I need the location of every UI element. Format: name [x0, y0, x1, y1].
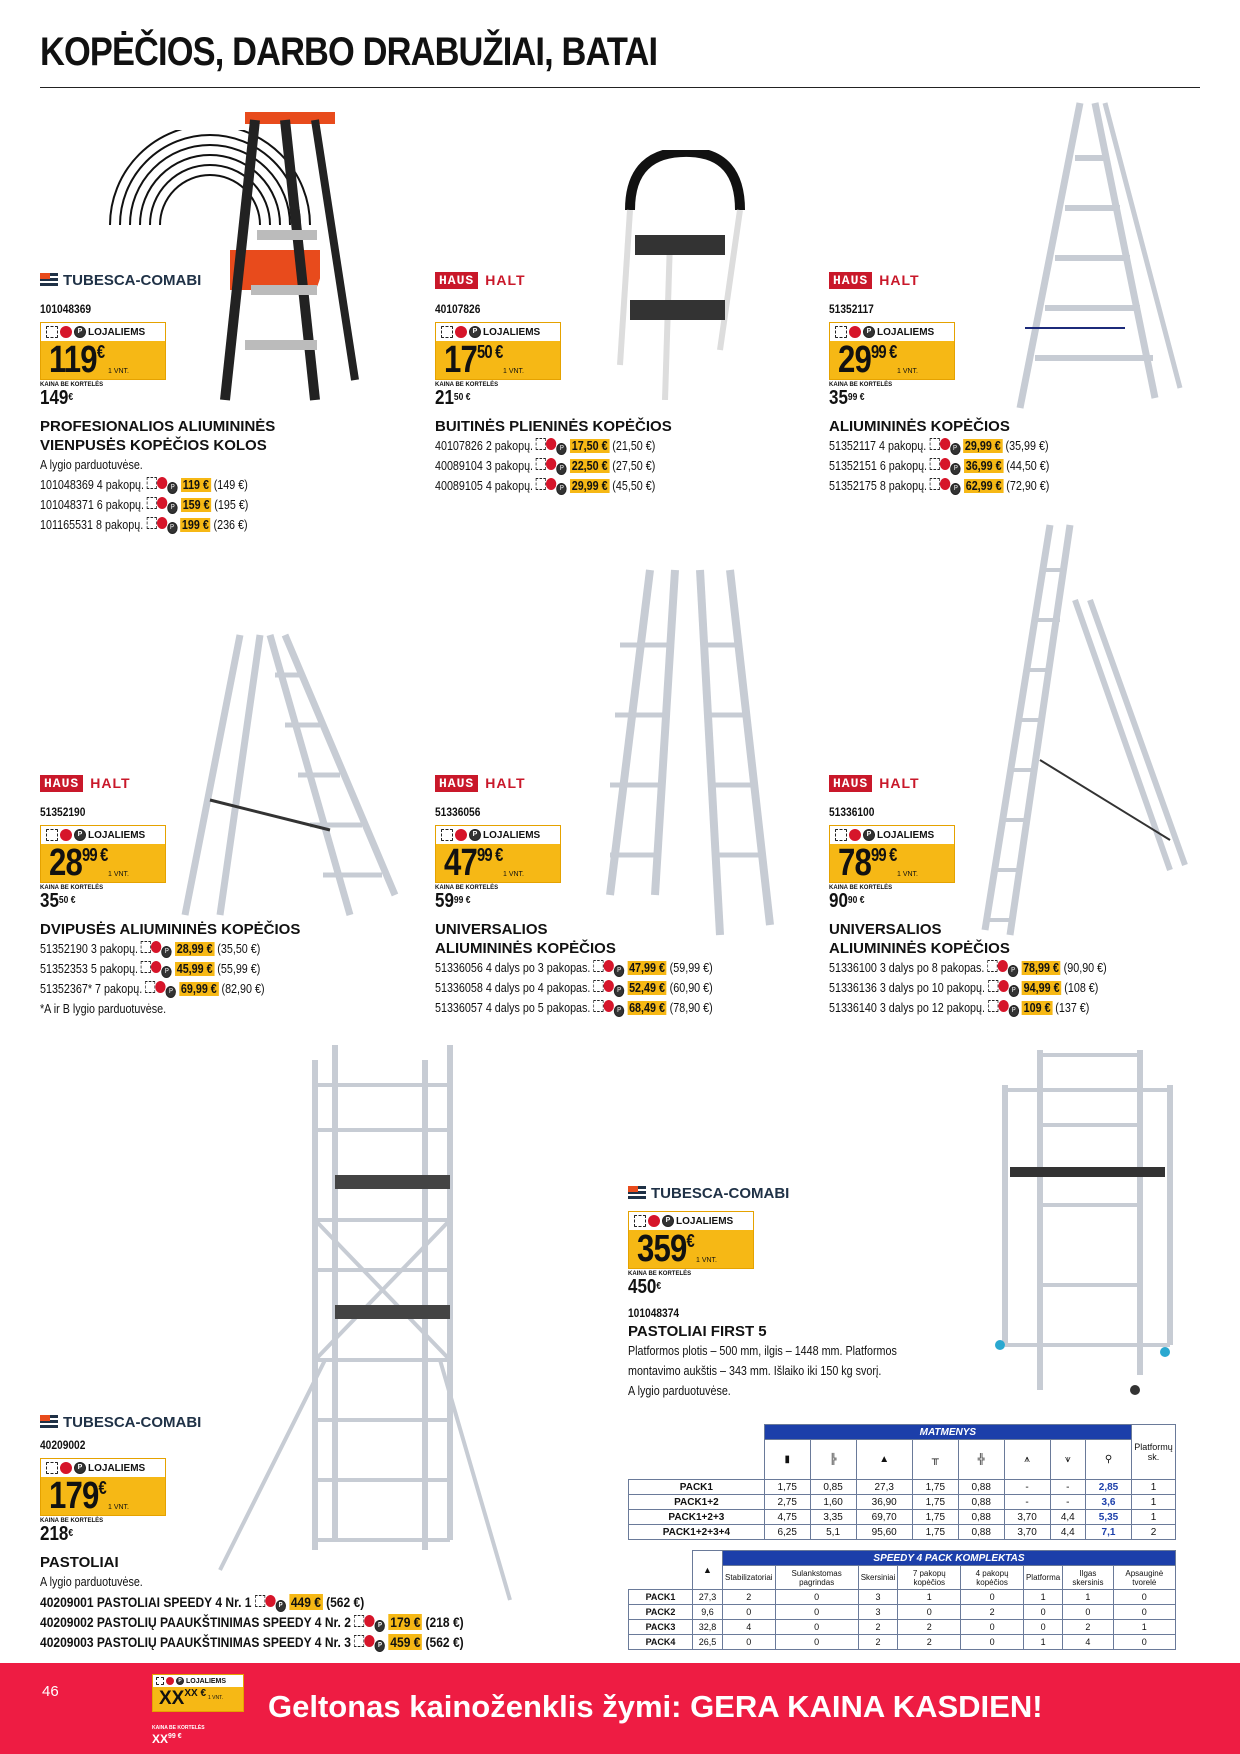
card-icon: [156, 1677, 164, 1685]
product-three-part-ladder: HAUS HALT 51336100 P LOJALIEMS $78^{99 €}$ 1 VNT. KAINA BE KORTELĖS $90^{90 €}$ UNIVERSALIOS ALIUMININĖS KOPĖČIOS 51336100 3 dalys po 8 pakopas. P 78,99 € (90,90 €) 51336136 3 dalys po 10 pakopų. P 94,99 € (108 €) 51336140 3 dalys po 12 pakopų. P 109 € (137 €): [829, 773, 1189, 1018]
price-tag: P LOJALIEMS $28^{99 €}$ 1 VNT.: [40, 825, 166, 883]
variant-list: [40, 1592, 600, 1652]
product-name: PASTOLIAI: [40, 1554, 119, 1571]
brand-logo: [829, 773, 1189, 793]
variant-row: 51352117 4 pakopų. P 29,99 € (35,99 €): [829, 439, 1049, 453]
variant-row: 51336100 3 dalys po 8 pakopas. P 78,99 € (90,90 €): [829, 961, 1107, 975]
unit-label: 1 VNT.: [107, 368, 129, 375]
loyalty-icon: P: [74, 829, 86, 841]
product-code: 51336100: [829, 805, 875, 819]
card-icon: [835, 326, 847, 338]
product-code: 51352190: [40, 805, 86, 819]
card-icon: [46, 1462, 58, 1474]
depth-icon: ╬: [958, 1440, 1004, 1480]
no-sign-icon: [455, 326, 467, 338]
price-main: $47^{99 €}$: [444, 842, 503, 884]
halt-logo: HALT: [879, 272, 920, 288]
price-main: 179€: [49, 1475, 106, 1517]
product-steel-ladder: HAUS HALT 40107826 P LOJALIEMS $17^{50 €}$ 1 VNT. KAINA BE KORTELĖS $21^{50 €}$ BUITINĖS PLIENINĖS KOPĖČIOS 40107826 2 pakopų. P 17,50 € (21,50 €) 40089104 3 pakopų. P 22,50 € (27,50 €) 40089105 4 pakopų. P 29,99 € (45,50 €): [435, 270, 795, 496]
product-multi-ladder: HAUS HALT 51336056 P LOJALIEMS $47^{99 €}$ 1 VNT. KAINA BE KORTELĖS $59^{99 €}$ UNIVERSALIOS ALIUMININĖS KOPĖČIOS 51336056 4 dalys po 3 pakopas. P 47,99 € (59,99 €) 51336058 4 dalys po 4 pakopas. P 52,49 € (60,90 €) 51336057 4 dalys po 5 pakopas. P 68,49 € (78,90 €): [435, 773, 795, 1018]
haus-logo: HAUS: [829, 775, 872, 792]
product-kolos: [40, 270, 400, 535]
product-name: DVIPUSĖS ALIUMININĖS KOPĖČIOS: [40, 921, 301, 938]
brand-name: TUBESCA-COMABI: [63, 271, 202, 289]
price-main: $17^{50 €}$: [444, 339, 503, 381]
product-note: A lygio parduotuvėse.: [40, 458, 143, 472]
footnote: *A ir B lygio parduotuvėse.: [40, 1002, 167, 1016]
product-double-ladder: HAUS HALT 51352190 P LOJALIEMS $28^{99 €}$ 1 VNT. KAINA BE KORTELĖS $35^{50 €}$ DVIPUSĖS ALIUMININĖS KOPĖČIOS 51352190 3 pakopų. P 28,99 € (35,50 €) 51352353 5 pakopų. P 45,99 € (55,99 €) 51352367* 7 pakopų. P 69,99 € (82,90 €) *A ir B lygio parduotuvėse.: [40, 773, 400, 1019]
price-tag: P LOJALIEMS $47^{99 €}$ 1 VNT.: [435, 825, 561, 883]
brand-logo: TUBESCA-COMABI: [40, 1412, 600, 1432]
variant-row: 101165531 8 pakopų. P 199 € (236 €): [40, 518, 248, 532]
title-divider: [40, 87, 1200, 88]
table-header: SPEEDY 4 PACK KOMPLEKTAS: [723, 1551, 1176, 1566]
variant-row: 51352151 6 pakopų. P 36,99 € (44,50 €): [829, 459, 1050, 473]
brand-logo: [40, 773, 400, 793]
price-old: 149€: [40, 387, 74, 409]
variant-row: 51352190 3 pakopų. P 28,99 € (35,50 €): [40, 942, 261, 956]
page-number: 46: [42, 1683, 59, 1700]
no-sign-icon: [849, 326, 861, 338]
price-old: $35^{50 €}$: [40, 890, 76, 912]
table-header: MATMENYS: [764, 1425, 1131, 1440]
tubesca-icon: [40, 273, 58, 287]
price-tag: P LOJALIEMS 359€ 1 VNT.: [628, 1211, 754, 1269]
table-row: PACK1 1,75 0,85 27,3 1,75 0,88 - - 2,85 1: [629, 1480, 1176, 1495]
product-aluminium-ladder: HAUS HALT 51352117 P LOJALIEMS $29^{99 €}$ 1 VNT. KAINA BE KORTELĖS $35^{99 €}$ ALIUMININĖS KOPĖČIOS 51352117 4 pakopų. P 29,99 € (35,99 €) 51352151 6 pakopų. P 36,99 € (44,50 €) 51352175 8 pakopų. P 62,99 € (72,90 €): [829, 270, 1189, 496]
variant-row: 40107826 2 pakopų. P 17,50 € (21,50 €): [435, 439, 656, 453]
width-icon: ╥: [912, 1440, 958, 1480]
variant-list: [829, 958, 1189, 1018]
tubesca-icon: [628, 1186, 646, 1200]
product-code: 101048374: [628, 1306, 680, 1320]
table-row: PACK3 32,8 4 0 2 2 0 0 2 1: [629, 1620, 1176, 1635]
product-code: 51352117: [829, 302, 874, 316]
halt-logo: HALT: [485, 775, 526, 791]
price-main: 119€: [49, 339, 105, 381]
product-first5: TUBESCA-COMABI P LOJALIEMS 359€ 1 VNT. KAINA BE KORTELĖS 450€ 101048374 PASTOLIAI FIRST 5 Platformos plotis – 500 mm, ilgis – 1448 mm. Platformos montavimo aukštis – 343 mm. Išlaiko iki 150 kg svorį. A lygio parduotuvėse.: [628, 1183, 1028, 1401]
halt-logo: HALT: [879, 775, 920, 791]
variant-row: 51336140 3 dalys po 12 pakopų. P 109 € (137 €): [829, 1001, 1090, 1015]
variant-row: 40089104 3 pakopų. P 22,50 € (27,50 €): [435, 459, 656, 473]
card-icon: [46, 829, 58, 841]
price-tag: P LOJALIEMS $17^{50 €}$ 1 VNT.: [435, 322, 561, 380]
brand-logo: TUBESCA-COMABI: [628, 1183, 1028, 1203]
price-old: $90^{90 €}$: [829, 890, 865, 912]
variant-row: 40209001 PASTOLIAI SPEEDY 4 Nr. 1 P 449 € (562 €): [40, 1594, 365, 1610]
variant-list: [40, 939, 400, 999]
product-code: 40209002: [40, 1438, 86, 1452]
card-icon: [46, 326, 58, 338]
brand-logo: [435, 773, 795, 793]
loyalty-icon: P: [469, 326, 481, 338]
variant-row: 51336136 3 dalys po 10 pakopų. P 94,99 € (108 €): [829, 981, 1099, 995]
pack-kit-table: ▲ SPEEDY 4 PACK KOMPLEKTAS Stabilizatoriai Sulankstomas pagrindas Skersiniai 7 pakopų kopėčios 4 pakopų kopėčios Platforma Ilgas skersinis Apsauginė tvorelė PACK1 27,3 2 0 3 1 0 1 1 0 PACK2 9,6 0 0 3 0 2 0 0 0 PACK3 32,8 4 0 2 2 0 0 2 1 PACK4 26,5 0 0 2 2 0 1 4 0: [628, 1550, 1176, 1650]
price-old: 218€: [40, 1523, 74, 1545]
product-name: UNIVERSALIOS ALIUMININĖS KOPĖČIOS: [435, 921, 616, 957]
height-icon: ▮: [764, 1440, 810, 1480]
variant-row: 40209003 PASTOLIŲ PAAUKŠTINIMAS SPEEDY 4 Nr. 3 P 459 € (562 €): [40, 1634, 464, 1650]
variant-row: 40089105 4 pakopų. P 29,99 € (45,50 €): [435, 479, 656, 493]
loyal-label: LOJALIEMS: [88, 326, 146, 338]
product-name: UNIVERSALIOS ALIUMININĖS KOPĖČIOS: [829, 921, 1010, 957]
product-speedy: TUBESCA-COMABI 40209002 P LOJALIEMS 179€ 1 VNT. KAINA BE KORTELĖS 218€ PASTOLIAI A lygio parduotuvėse. 40209001 PASTOLIAI SPEEDY 4 Nr. 1 P 449 € (562 €) 40209002 PASTOLIŲ PAAUKŠTINIMAS SPEEDY 4 Nr. 2 P 179 € (218 €) 40209003 PASTOLIŲ PAAUKŠTINIMAS SPEEDY 4 Nr. 3 P 459 € (562 €): [40, 1412, 600, 1652]
variant-list: [435, 958, 795, 1018]
table-row: PACK1+2 2,75 1,60 36,90 1,75 0,88 - - 3,6 1: [629, 1495, 1176, 1510]
variant-list: [40, 475, 400, 535]
loyalty-icon: P: [863, 326, 875, 338]
price-tag: P LOJALIEMS $78^{99 €}$ 1 VNT.: [829, 825, 955, 883]
ladder-height-icon: ╠: [810, 1440, 856, 1480]
price-main: $78^{99 €}$: [838, 842, 897, 884]
table-row: PACK1+2+3 4,75 3,35 69,70 1,75 0,88 3,70 4,4 5,35 1: [629, 1510, 1176, 1525]
tubesca-icon: [40, 1415, 58, 1429]
no-sign-icon: [648, 1215, 660, 1227]
product-name: PASTOLIAI FIRST 5: [628, 1323, 767, 1340]
card-icon: [441, 326, 453, 338]
price-old: $21^{50 €}$: [435, 387, 471, 409]
reach-icon: ⚲: [1086, 1440, 1132, 1480]
variant-row: 101048369 4 pakopų. P 119 € (149 €): [40, 478, 248, 492]
product-name: BUITINĖS PLIENINĖS KOPĖČIOS: [435, 418, 672, 435]
variant-row: 51352175 8 pakopų. P 62,99 € (72,90 €): [829, 479, 1050, 493]
no-sign-icon: [455, 829, 467, 841]
variant-row: 40209002 PASTOLIŲ PAAUKŠTINIMAS SPEEDY 4 Nr. 2 P 179 € (218 €): [40, 1614, 464, 1630]
base-icon: ⩛: [1050, 1440, 1085, 1480]
brand-logo: [829, 270, 1189, 290]
product-code: 40107826: [435, 302, 481, 316]
no-sign-icon: [60, 829, 72, 841]
table-row: PACK1+2+3+4 6,25 5,1 95,60 1,75 0,88 3,70 4,4 7,1 2: [629, 1525, 1176, 1540]
halt-logo: HALT: [485, 272, 526, 288]
loyalty-icon: P: [176, 1677, 184, 1685]
variant-list: [435, 436, 795, 496]
haus-logo: HAUS: [40, 775, 83, 792]
brand-logo: [435, 270, 795, 290]
variant-row: 51336058 4 dalys po 4 pakopas. P 52,49 € (60,90 €): [435, 981, 713, 995]
loyalty-icon: P: [74, 326, 86, 338]
price-old: $59^{99 €}$: [435, 890, 471, 912]
sample-price-tag: P LOJALIEMS $XX^{XX €}$ 1 VNT.: [152, 1674, 244, 1712]
dimensions-table: [628, 1424, 1176, 1540]
price-main: $29^{99 €}$: [838, 339, 897, 381]
variant-list: [829, 436, 1189, 496]
footer-banner: 46 P LOJALIEMS $XX^{XX €}$ 1 VNT. KAINA BE KORTELĖS $XX^{99 €}$ Geltonas kainoženklis žymi: GERA KAINA KASDIEN!: [0, 1663, 1240, 1754]
page-title: KOPĖČIOS, DARBO DRABUŽIAI, BATAI: [40, 30, 658, 74]
product-code: 101048369: [40, 302, 92, 316]
footer-slogan: Geltonas kainoženklis žymi: GERA KAINA KASDIEN!: [268, 1689, 1043, 1724]
variant-row: 51352353 5 pakopų. P 45,99 € (55,99 €): [40, 962, 261, 976]
card-icon: [634, 1215, 646, 1227]
price-old: 450€: [628, 1276, 662, 1298]
variant-row: 51336057 4 dalys po 5 pakopas. P 68,49 € (78,90 €): [435, 1001, 713, 1015]
price-tag: [40, 322, 166, 380]
brand-logo: [40, 270, 400, 290]
span-icon: ⩚: [1004, 1440, 1050, 1480]
table-row: PACK1 27,3 2 0 3 1 0 1 1 0: [629, 1590, 1176, 1605]
no-sign-icon: [849, 829, 861, 841]
product-name: ALIUMININĖS KOPĖČIOS: [829, 418, 1010, 435]
haus-logo: HAUS: [435, 272, 478, 289]
no-sign-icon: [60, 326, 72, 338]
table-row: PACK4 26,5 0 0 2 2 0 1 4 0: [629, 1635, 1176, 1650]
price-tag: P LOJALIEMS $29^{99 €}$ 1 VNT.: [829, 322, 955, 380]
no-sign-icon: [166, 1677, 174, 1685]
card-icon: [441, 829, 453, 841]
product-code: 51336056: [435, 805, 481, 819]
haus-logo: HAUS: [829, 272, 872, 289]
no-card-label: KAINA BE KORTELĖS: [40, 382, 104, 388]
product-name: PROFESIONALIOS ALIUMININĖS VIENPUSĖS KOPĖČIOS KOLOS: [40, 418, 276, 454]
halt-logo: HALT: [90, 775, 131, 791]
loyalty-icon: P: [662, 1215, 674, 1227]
platform-count-header: Platformų sk.: [1132, 1425, 1176, 1480]
haus-logo: HAUS: [435, 775, 478, 792]
price-old: $35^{99 €}$: [829, 387, 865, 409]
no-sign-icon: [60, 1462, 72, 1474]
price-main: 359€: [637, 1228, 694, 1270]
weight-icon: ▲: [856, 1440, 912, 1480]
card-icon: [835, 829, 847, 841]
weight-icon: ▲: [693, 1551, 723, 1590]
loyalty-icon: P: [469, 829, 481, 841]
loyalty-icon: P: [863, 829, 875, 841]
loyalty-icon: P: [74, 1462, 86, 1474]
variant-row: 101048371 6 pakopų. P 159 € (195 €): [40, 498, 249, 512]
price-main: $28^{99 €}$: [49, 842, 108, 884]
sample-old-price: $XX^{99 €}$: [152, 1732, 182, 1746]
variant-row: 51352367* 7 pakopų. P 69,99 € (82,90 €): [40, 982, 265, 996]
table-row: PACK2 9,6 0 0 3 0 2 0 0 0: [629, 1605, 1176, 1620]
price-tag: P LOJALIEMS 179€ 1 VNT.: [40, 1458, 166, 1516]
variant-row: 51336056 4 dalys po 3 pakopas. P 47,99 € (59,99 €): [435, 961, 713, 975]
